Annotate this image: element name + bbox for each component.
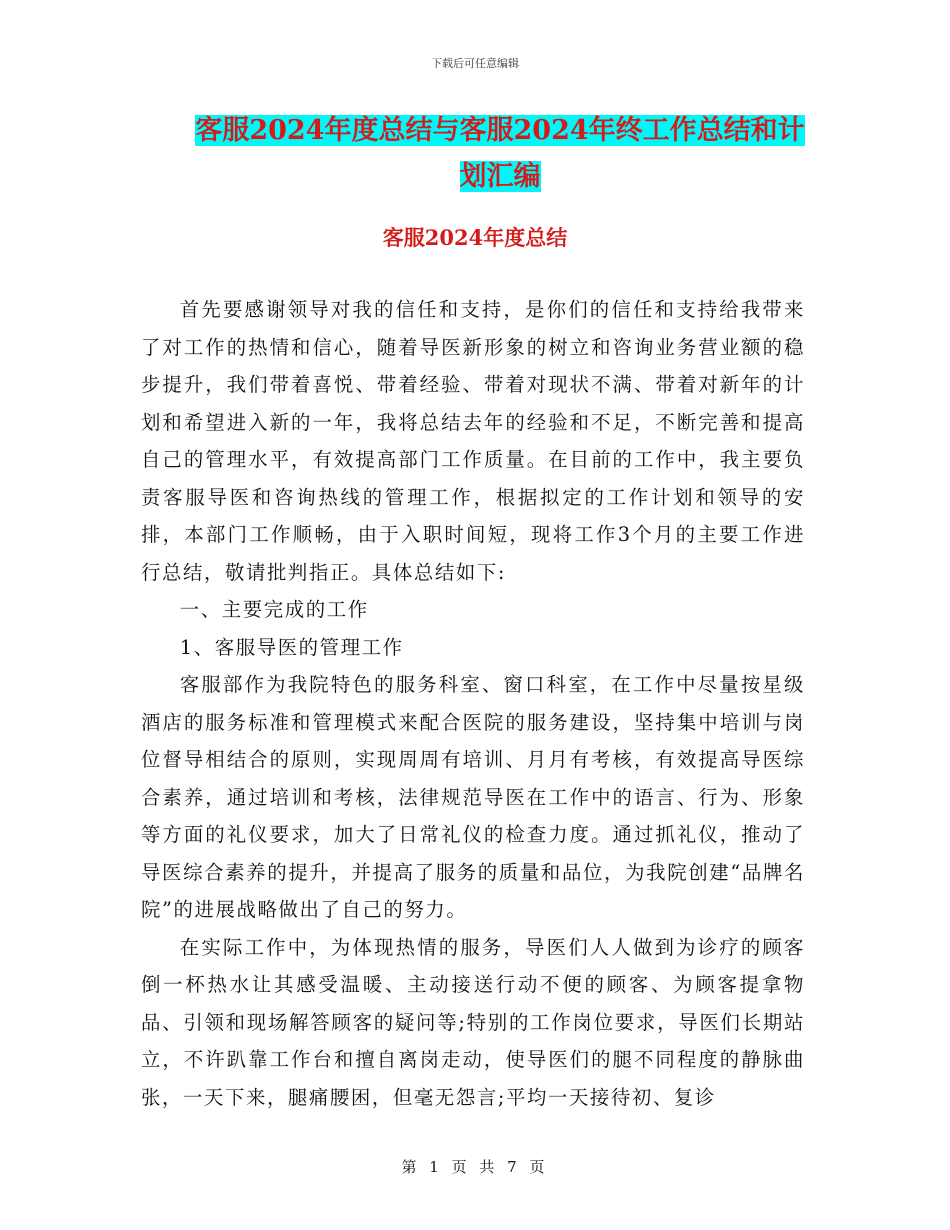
section-title: 客服2024年度总结: [382, 225, 568, 250]
header-note: 下载后可任意编辑: [431, 57, 519, 70]
paragraph-intro: 首先要感谢领导对我的信任和支持，是你们的信任和支持给我带来了对工作的热情和信心，随着导医新形象的树立和咨询业务营业额的稳步提升，我们带着喜悦、带着经验、带着对现状不满、带着对新年的计划和希望进入新的一年，我将总结去年的经验和不足，不断完善和提高自己的管理水平，有效提高部门工作质量。在目前的工作中，我主要负责客服导医和咨询热线的管理工作，根据拟定的工作计划和领导的安排，本部门工作顺畅，由于入职时间短，现将工作3个月的主要工作进行总结，敬请批判指正。具体总结如下:: [141, 298, 805, 584]
document-title: [195, 108, 805, 200]
page-number: 第 1 页 共 7 页: [401, 1158, 549, 1176]
document-title-text: 客服2024年度总结与客服2024年终工作总结和计划汇编: [195, 115, 805, 192]
paragraph-heading-1: 一、主要完成的工作: [179, 598, 369, 621]
document-body: [141, 291, 805, 1116]
paragraph-heading-1-1: 1、客服导医的管理工作: [179, 635, 404, 659]
paragraph-guide-management: 客服部作为我院特色的服务科室、窗口科室，在工作中尽量按星级酒店的服务标准和管理模式来配合医院的服务建设，坚持集中培训与岗位督导相结合的原则，实现周周有培训、月月有考核，有效提高导医综合素养，通过培训和考核，法律规范导医在工作中的语言、行为、形象等方面的礼仪要求，加大了日常礼仪的检查力度。通过抓礼仪，推动了导医综合素养的提升，并提高了服务的质量和品位，为我院创建“品牌名院”的进展战略做出了自己的努力。: [141, 673, 805, 921]
paragraph-practical-work: 在实际工作中，为体现热情的服务，导医们人人做到为诊疗的顾客倒一杯热水让其感受温暖、主动接送行动不便的顾客、为顾客提拿物品、引领和现场解答顾客的疑问等;特别的工作岗位要求，导医们长期站立，不许趴靠工作台和擅自离岗走动，使导医们的腿不同程度的静脉曲张，一天下来，腿痛腰困，但毫无怨言;平均一天接待初、复诊: [141, 935, 805, 1109]
